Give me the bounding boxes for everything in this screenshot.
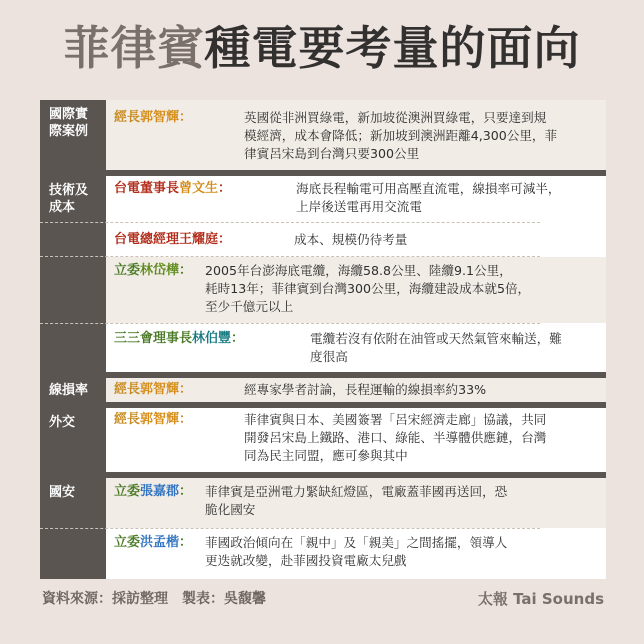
page-title-rest: 種電要考量的面向 bbox=[204, 21, 581, 75]
page-title-highlight: 菲律賓 bbox=[63, 21, 205, 75]
quote-line: 更迭就改變，赴菲國投資電廠太兒戲 bbox=[205, 553, 407, 568]
entry-row bbox=[106, 176, 606, 222]
speaker-label bbox=[114, 534, 192, 551]
category-line: 國安 bbox=[49, 485, 76, 500]
category-line: 外交 bbox=[49, 415, 76, 430]
quote-line: 海底長程輸電可用高壓直流電，線損率可減半， bbox=[296, 181, 561, 196]
speaker-role: 立委 bbox=[114, 263, 141, 278]
quote-line: 菲國政治傾向在「親中」及「親美」之間搖擺，領導人 bbox=[205, 535, 508, 550]
quote-line: 上岸後送電再用交流電 bbox=[296, 199, 422, 214]
info-table bbox=[40, 100, 606, 579]
category-line-loss bbox=[40, 378, 106, 402]
category-line: 技術及 bbox=[49, 183, 89, 198]
quote-line: 度很高 bbox=[310, 349, 348, 364]
speaker-role: 經長 bbox=[114, 382, 141, 397]
speaker-colon: ： bbox=[179, 263, 193, 278]
speaker-name: 王耀庭 bbox=[179, 232, 219, 247]
speaker-name: 曾文生 bbox=[179, 181, 219, 196]
speaker-role: 立委 bbox=[114, 484, 141, 499]
speaker-name: 林伯豐 bbox=[192, 331, 232, 346]
speaker-name: 郭智輝 bbox=[140, 110, 180, 125]
brand-logo-text: 太報 Tai Sounds bbox=[477, 590, 604, 608]
category-line: 成本 bbox=[49, 200, 76, 215]
speaker-colon: ： bbox=[179, 110, 193, 125]
speaker-colon: ： bbox=[218, 232, 232, 247]
speaker-role: 台電總經理 bbox=[114, 232, 180, 247]
speaker-label bbox=[114, 262, 192, 279]
row-international bbox=[40, 100, 606, 170]
speaker-label bbox=[114, 411, 192, 428]
footer-credits bbox=[42, 589, 266, 609]
quote-line: 律賓呂宋島到台灣只要300公里 bbox=[244, 146, 420, 161]
row-national-security bbox=[40, 478, 606, 579]
speaker-colon: ： bbox=[179, 412, 193, 427]
speaker-name: 張嘉郡 bbox=[140, 484, 180, 499]
row-diplomacy bbox=[40, 408, 606, 472]
speaker-colon: ： bbox=[179, 535, 193, 550]
entry-row bbox=[106, 223, 606, 256]
quote-line: 模經濟，成本會降低；新加坡到澳洲距離4,300公里，菲 bbox=[244, 128, 558, 143]
quote-line: 英國從非洲買綠電，新加坡從澳洲買綠電，只要達到規 bbox=[244, 110, 547, 125]
quote-line: 電纜若沒有依附在油管或天然氣管來輸送，難 bbox=[310, 331, 562, 346]
speaker-name: 洪孟楷 bbox=[140, 535, 180, 550]
quote-line: 耗時13年；菲律賓到台灣300公里，海纜建設成本就5倍， bbox=[205, 281, 531, 296]
quote-line: 成本、規模仍待考量 bbox=[294, 232, 408, 247]
speaker-colon: ： bbox=[218, 181, 232, 196]
quote-line: 菲律賓與日本、美國簽署「呂宋經濟走廊」協議，共同 bbox=[244, 412, 547, 427]
category-line: 線損率 bbox=[49, 383, 89, 398]
entry-row bbox=[106, 408, 606, 472]
speaker-colon: ： bbox=[179, 484, 193, 499]
quote-line: 經專家學者討論，長程運輸的線損率約33% bbox=[244, 382, 487, 397]
row-line-loss bbox=[40, 378, 606, 402]
footer-source: 資料來源：採訪整理 bbox=[42, 591, 168, 607]
entry-row bbox=[106, 478, 606, 528]
page-title bbox=[0, 20, 644, 76]
quote-line: 2005年台澎海底電纜，海纜58.8公里、陸纜9.1公里， bbox=[205, 263, 512, 278]
speaker-label bbox=[114, 330, 244, 347]
speaker-colon: ： bbox=[179, 382, 193, 397]
footer-maker: 製表：吳馥馨 bbox=[182, 591, 266, 607]
speaker-label bbox=[114, 109, 192, 126]
entry-row bbox=[106, 529, 606, 579]
speaker-label bbox=[114, 381, 192, 398]
entry-row bbox=[106, 257, 606, 323]
entry-row bbox=[106, 324, 606, 372]
category-line: 際案例 bbox=[49, 124, 89, 139]
category-international bbox=[40, 100, 106, 170]
category-line: 國際實 bbox=[49, 107, 89, 122]
speaker-role: 立委 bbox=[114, 535, 141, 550]
speaker-name: 林岱樺 bbox=[140, 263, 180, 278]
speaker-label bbox=[114, 231, 231, 248]
speaker-label bbox=[114, 180, 231, 197]
category-diplomacy bbox=[40, 408, 106, 472]
speaker-name: 郭智輝 bbox=[140, 412, 180, 427]
speaker-role: 經長 bbox=[114, 412, 141, 427]
quote-line: 脆化國安 bbox=[205, 502, 256, 517]
quote-line: 菲律賓是亞洲電力緊缺紅燈區，電廠蓋菲國再送回，恐 bbox=[205, 484, 508, 499]
entry-row bbox=[106, 100, 606, 170]
speaker-label bbox=[114, 483, 192, 500]
speaker-role: 三三會理事長 bbox=[114, 331, 193, 346]
quote-line: 至少千億元以上 bbox=[205, 299, 294, 314]
speaker-role: 經長 bbox=[114, 110, 141, 125]
speaker-role: 台電董事長 bbox=[114, 181, 180, 196]
speaker-colon: ： bbox=[231, 331, 245, 346]
quote-line: 開發呂宋島上鐵路、港口、綠能、半導體供應鏈，台灣 bbox=[244, 430, 547, 445]
speaker-name: 郭智輝 bbox=[140, 382, 180, 397]
entry-row bbox=[106, 378, 606, 402]
quote-line: 同為民主同盟，應可參與其中 bbox=[244, 448, 408, 463]
